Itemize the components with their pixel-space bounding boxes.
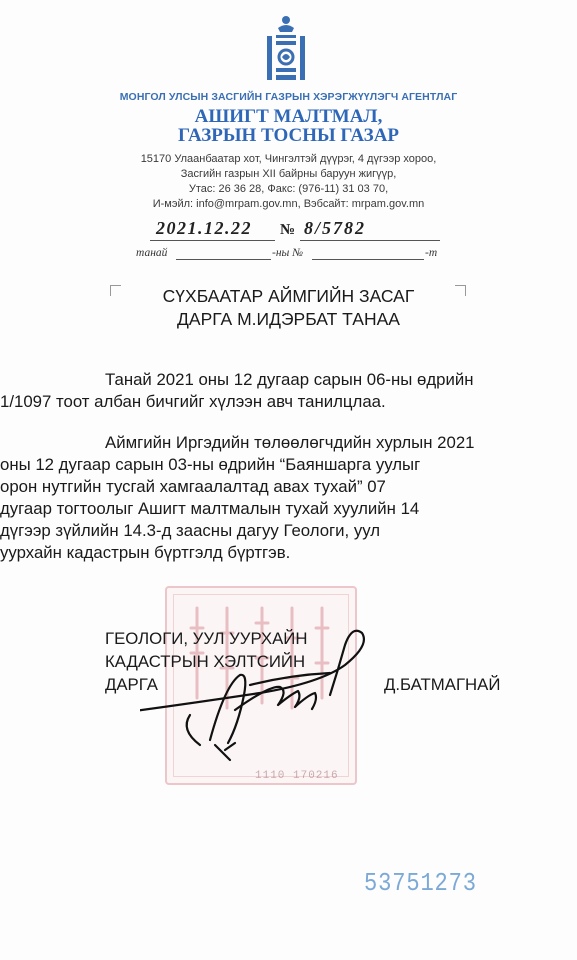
- signatory-name: Д.БАТМАГНАЙ: [384, 675, 501, 694]
- address-line: Засгийн газрын XII байрны баруун жигүүр,: [180, 168, 397, 180]
- ref-label-ny: -ны №: [272, 247, 304, 259]
- body-line: орон нутгийн тусгай хамгаалалтад авах тухай” 07: [0, 477, 386, 496]
- body-paragraph-1: [0, 369, 525, 413]
- ref-underline: [312, 259, 424, 260]
- date-underline: [150, 240, 275, 241]
- ref-label-t: -т: [425, 247, 438, 259]
- body-line: оны 12 дугаар сарын 03-ны өдрийн “Баяншарга уулыг: [0, 455, 421, 474]
- organization-name-line2: ГАЗРЫН ТОСНЫ ГАЗАР: [177, 125, 400, 146]
- state-emblem-icon: [264, 14, 308, 84]
- body-line: 1/1097 тоот албан бичгийг хүлээн авч танилцлаа.: [0, 392, 386, 411]
- agency-name: МОНГОЛ УЛСЫН ЗАСГИЙН ГАЗРЫН ХЭРЭГЖҮҮЛЭГЧ АГЕНТЛАГ: [119, 91, 458, 103]
- recipient-line2: ДАРГА М.ИДЭРБАТ ТАНАА: [177, 309, 400, 329]
- body-line: Танай 2021 оны 12 дугаар сарын 06-ны өдрийн: [105, 370, 474, 389]
- body-line: дүгээр зүйлийн 14.3-д заасны дагуу Геологи, уул: [0, 521, 381, 540]
- ref-label-tanai: танай: [136, 247, 168, 259]
- number-sign: №: [280, 222, 296, 238]
- ref-underline: [176, 259, 271, 260]
- stamp-number: 1110 170216: [255, 770, 339, 782]
- contact-email-web: И-мэйл: info@mrpam.gov.mn, Вэбсайт: mrpam.gov.mn: [152, 198, 425, 210]
- contact-phone-fax: Утас: 26 36 28, Факс: (976-11) 31 03 70,: [188, 183, 389, 195]
- signatory-title-line3: ДАРГА: [105, 675, 158, 694]
- organization-name-line1: АШИГТ МАЛТМАЛ,: [194, 106, 383, 127]
- body-line: уурхайн кадастрын бүртгэлд бүртгэв.: [0, 543, 291, 562]
- signatory-title-line2: КАДАСТРЫН ХЭЛТСИЙН: [105, 652, 306, 671]
- recipient-line1: СҮХБААТАР АЙМГИЙН ЗАСАГ: [162, 286, 415, 306]
- signatory-title-line1: ГЕОЛОГИ, УУЛ УУРХАЙН: [105, 629, 308, 648]
- body-line: дугаар тогтоолыг Ашигт малтмалын тухай хуулийн 14: [0, 499, 420, 518]
- body-line: Аймгийн Иргэдийн төлөөлөгчдийн хурлын 2021: [105, 433, 475, 452]
- body-paragraph-2: [0, 432, 577, 564]
- address-line: 15170 Улаанбаатар хот, Чингэлтэй дүүрэг, 4 дүгээр хороо,: [140, 153, 437, 165]
- letter-date: 2021.12.22: [156, 218, 252, 238]
- handwritten-signature: [140, 625, 380, 765]
- registration-number-stamp: 53751273: [364, 868, 477, 898]
- number-underline: [300, 240, 440, 241]
- letter-number: 8/5782: [304, 218, 367, 238]
